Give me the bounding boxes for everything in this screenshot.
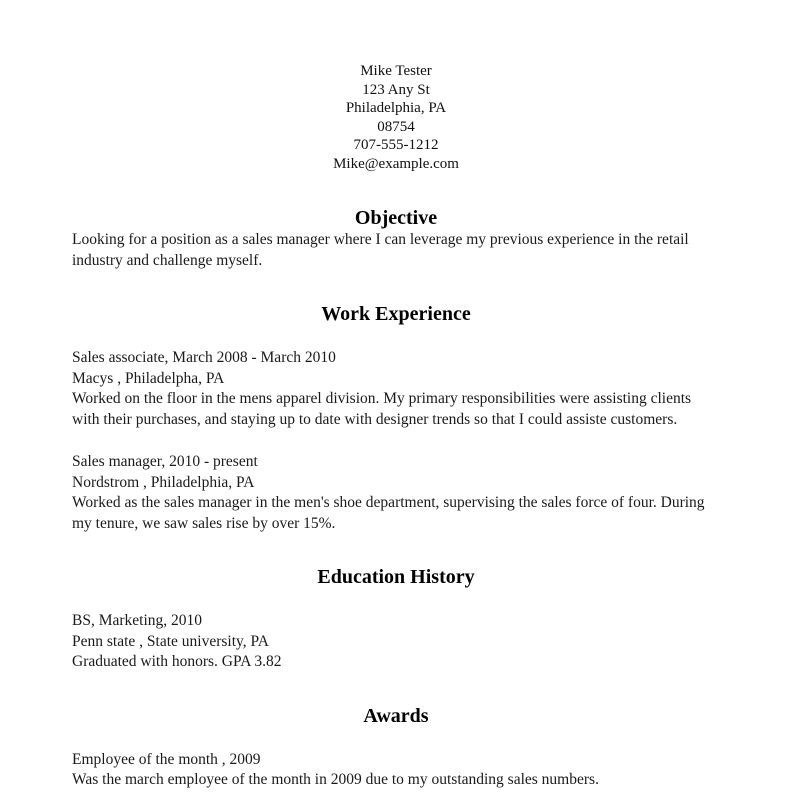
- objective-body: Looking for a position as a sales manager where I can leverage my previous experience in the retail industry and challenge myself.: [72, 231, 689, 269]
- email-address: Mike@example.com: [333, 155, 459, 172]
- work-description: Worked as the sales manager in the men's shoe department, supervising the sales force of four. During my tenure, we saw sales rise by over 15%.: [72, 494, 705, 532]
- work-role: Sales associate, March 2008 - March 2010: [72, 349, 336, 366]
- work-description: Worked on the floor in the mens apparel division. My primary responsibilities were assisting clients with their purchases, and staying up to date with designer trends so that I could assiste customers.: [72, 390, 692, 428]
- work-entry: [72, 452, 720, 534]
- education-entry: [72, 611, 720, 673]
- work-experience-section-title: Work Experience: [321, 303, 471, 325]
- work-company: Nordstrom , Philadelphia, PA: [72, 473, 255, 491]
- work-role: Sales manager, 2010 - present: [72, 453, 258, 470]
- city-state: Philadelphia, PA: [345, 100, 447, 116]
- work-company: Macys , Philadelpha, PA: [72, 369, 225, 387]
- award-title: Employee of the month , 2009: [72, 750, 261, 768]
- contact-header: [72, 62, 720, 173]
- objective-section-title: Objective: [354, 207, 438, 229]
- candidate-name: Mike Tester: [360, 63, 432, 79]
- work-entry: [72, 348, 720, 430]
- award-entry: [72, 750, 720, 791]
- street-address: 123 Any St: [362, 81, 430, 98]
- education-detail: Graduated with honors. GPA 3.82: [72, 653, 282, 670]
- education-degree: BS, Marketing, 2010: [72, 612, 203, 629]
- phone-number: 707-555-1212: [353, 137, 439, 153]
- awards-section-title: Awards: [363, 704, 429, 727]
- zip-code: 08754: [377, 118, 415, 135]
- award-detail: Was the march employee of the month in 2009 due to my outstanding sales numbers.: [72, 771, 599, 788]
- education-section-title: Education History: [317, 566, 475, 588]
- education-school: Penn state , State university, PA: [72, 632, 269, 650]
